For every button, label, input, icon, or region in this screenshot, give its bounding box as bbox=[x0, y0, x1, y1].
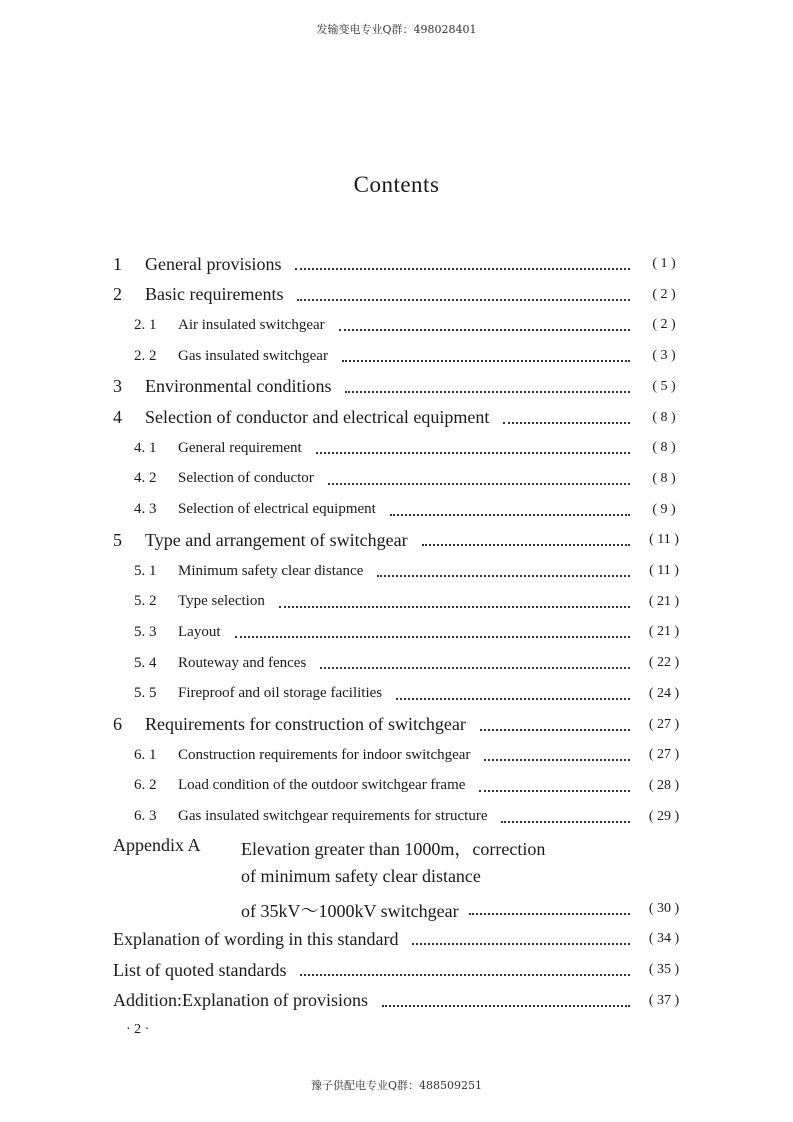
dot-leader bbox=[480, 727, 630, 731]
toc-label: General requirement bbox=[178, 439, 302, 456]
dot-leader bbox=[300, 972, 630, 976]
header-note: 发输变电专业Q群：498028401 bbox=[316, 23, 477, 36]
appendix-prefix: Appendix A bbox=[113, 835, 201, 856]
toc-appendix[interactable] bbox=[0, 897, 793, 921]
toc-page-number: ( 11 ) bbox=[649, 532, 679, 548]
toc-page-number: ( 34 ) bbox=[648, 931, 680, 947]
toc-label: Selection of electrical equipment bbox=[178, 501, 376, 518]
toc-label: Addition:Explanation of provisions bbox=[113, 990, 368, 1011]
toc-page-number: ( 28 ) bbox=[648, 777, 680, 793]
toc-page-number: ( 37 ) bbox=[648, 992, 680, 1008]
toc-label: General provisions bbox=[145, 253, 282, 274]
toc-back-matter[interactable] bbox=[0, 989, 793, 1013]
toc-label: Type selection bbox=[178, 593, 265, 610]
toc-label: Gas insulated switchgear requirements for structure bbox=[178, 808, 488, 825]
toc-page-number: ( 8 ) bbox=[652, 409, 676, 425]
toc-number: 5. 3 bbox=[134, 623, 157, 640]
toc-label: Type and arrangement of switchgear bbox=[145, 529, 408, 550]
toc-label: Selection of conductor bbox=[178, 470, 314, 487]
toc-page-number: ( 1 ) bbox=[652, 256, 676, 271]
toc-number: 2. 1 bbox=[134, 316, 157, 333]
dot-leader bbox=[339, 327, 630, 331]
toc-number: 6 bbox=[113, 714, 122, 734]
toc-page-number: ( 24 ) bbox=[648, 685, 680, 701]
toc-chapter[interactable] bbox=[0, 528, 793, 552]
toc-label: Routeway and fences bbox=[178, 654, 307, 671]
dot-leader bbox=[328, 481, 630, 485]
toc-number: 2. 2 bbox=[134, 347, 157, 364]
dot-leader bbox=[316, 450, 630, 454]
toc-section[interactable] bbox=[0, 620, 793, 644]
toc-page-number: ( 21 ) bbox=[648, 593, 680, 609]
toc-label: Minimum safety clear distance bbox=[178, 562, 364, 579]
toc-page-number: ( 21 ) bbox=[648, 624, 680, 640]
toc-number: 4. 2 bbox=[134, 470, 157, 487]
toc-number: 6. 1 bbox=[134, 746, 157, 763]
dot-leader bbox=[412, 941, 630, 945]
dot-leader bbox=[295, 266, 630, 270]
dot-leader bbox=[342, 358, 630, 362]
toc-label: Layout bbox=[178, 623, 221, 640]
toc-page-number: ( 30 ) bbox=[648, 900, 680, 916]
toc-section[interactable] bbox=[0, 590, 793, 614]
toc-number: 4. 3 bbox=[134, 501, 157, 518]
toc-label: Environmental conditions bbox=[145, 376, 332, 397]
toc-number: 4. 1 bbox=[134, 439, 157, 456]
dot-leader bbox=[484, 757, 630, 761]
toc-section[interactable] bbox=[0, 436, 793, 460]
toc-back-matter[interactable] bbox=[0, 958, 793, 982]
toc-section[interactable] bbox=[0, 467, 793, 491]
toc-number: 2 bbox=[113, 284, 122, 305]
dot-leader bbox=[377, 573, 630, 577]
page-number: · 2 · bbox=[126, 1022, 150, 1037]
toc-section[interactable] bbox=[0, 743, 793, 767]
toc-chapter[interactable] bbox=[0, 713, 793, 737]
dot-leader bbox=[469, 911, 630, 915]
toc-number: 6. 3 bbox=[134, 808, 157, 825]
toc-page-number: ( 8 ) bbox=[652, 470, 676, 486]
toc-page-number: ( 27 ) bbox=[648, 716, 680, 732]
toc-chapter[interactable] bbox=[0, 375, 793, 399]
toc-section[interactable] bbox=[0, 559, 793, 583]
footer-note: 豫子供配电专业Q群：488509251 bbox=[310, 1079, 482, 1092]
dot-leader bbox=[235, 634, 630, 638]
toc-section[interactable] bbox=[0, 774, 793, 798]
toc-number: 6. 2 bbox=[134, 777, 157, 794]
toc-chapter[interactable] bbox=[0, 252, 793, 276]
toc-back-matter[interactable] bbox=[0, 927, 793, 951]
toc-label: Basic requirements bbox=[145, 284, 284, 305]
toc-chapter[interactable] bbox=[0, 406, 793, 430]
toc-label: Explanation of wording in this standard bbox=[113, 928, 399, 949]
toc-section[interactable] bbox=[0, 344, 793, 368]
toc-label: Load condition of the outdoor switchgear frame bbox=[178, 777, 466, 794]
dot-leader bbox=[479, 788, 630, 792]
toc-page-number: ( 2 ) bbox=[652, 317, 676, 333]
toc-label: List of quoted standards bbox=[113, 959, 287, 980]
dot-leader bbox=[422, 542, 630, 546]
toc-number: 5. 4 bbox=[134, 654, 157, 671]
dot-leader bbox=[279, 604, 630, 608]
toc-section[interactable] bbox=[0, 805, 793, 829]
toc-page-number: ( 35 ) bbox=[648, 962, 680, 978]
toc-section[interactable] bbox=[0, 313, 793, 337]
toc-label: Fireproof and oil storage facilities bbox=[178, 685, 383, 702]
dot-leader bbox=[345, 389, 630, 393]
toc-number: 5. 1 bbox=[134, 562, 157, 579]
dot-leader bbox=[320, 665, 630, 669]
dot-leader bbox=[503, 420, 630, 424]
appendix-title-line: of 35kV～1000kV switchgear bbox=[241, 900, 459, 921]
toc-page-number: ( 8 ) bbox=[652, 440, 676, 456]
toc-number: 3 bbox=[113, 376, 122, 397]
appendix-title-line: of minimum safety clear distance bbox=[241, 866, 481, 886]
dot-leader bbox=[396, 696, 630, 700]
page-title: Contents bbox=[353, 172, 440, 197]
toc-number: 5 bbox=[113, 529, 122, 550]
toc-page-number: ( 2 ) bbox=[652, 286, 676, 302]
toc-section[interactable] bbox=[0, 651, 793, 675]
toc-page-number: ( 27 ) bbox=[648, 747, 680, 763]
toc-page-number: ( 3 ) bbox=[652, 348, 676, 364]
toc-number: 4 bbox=[113, 407, 122, 427]
toc-section[interactable] bbox=[0, 682, 793, 706]
toc-page-number: ( 5 ) bbox=[652, 378, 676, 394]
toc-label: Construction requirements for indoor switchgear bbox=[178, 746, 471, 763]
toc-page-number: ( 11 ) bbox=[649, 563, 679, 578]
toc-number: 1 bbox=[113, 253, 122, 274]
toc-page-number: ( 29 ) bbox=[648, 808, 680, 824]
toc-number: 5. 5 bbox=[134, 685, 157, 702]
dot-leader bbox=[382, 1003, 630, 1007]
toc-section[interactable] bbox=[0, 498, 793, 522]
toc-label: Requirements for construction of switchgear bbox=[145, 714, 466, 734]
toc-page-number: ( 22 ) bbox=[648, 655, 680, 671]
toc-chapter[interactable] bbox=[0, 283, 793, 307]
dot-leader bbox=[390, 512, 630, 516]
toc-page-number: ( 9 ) bbox=[652, 501, 676, 517]
toc-label: Selection of conductor and electrical equipment bbox=[145, 407, 490, 427]
appendix-title-line: Elevation greater than 1000m，correction bbox=[241, 839, 546, 860]
dot-leader bbox=[501, 819, 630, 823]
toc-label: Gas insulated switchgear bbox=[178, 347, 328, 364]
toc-label: Air insulated switchgear bbox=[178, 316, 325, 333]
dot-leader bbox=[297, 297, 630, 301]
toc-number: 5. 2 bbox=[134, 593, 157, 610]
